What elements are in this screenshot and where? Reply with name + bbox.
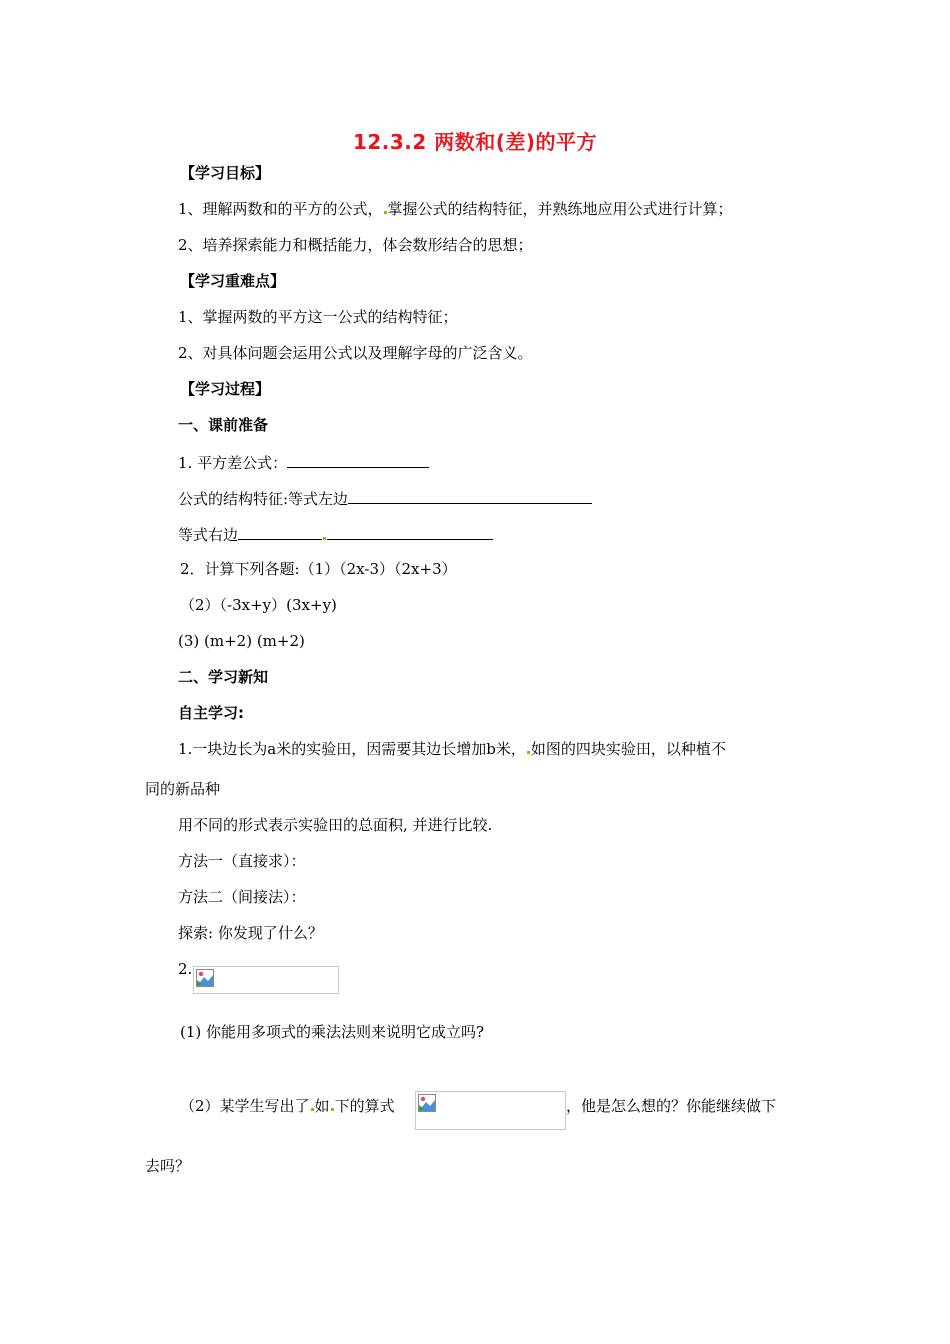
question-1-structure (178, 487, 592, 509)
formula-image-placeholder (193, 966, 339, 994)
process-heading: 【学习过程】 (180, 380, 271, 398)
problem-1-part-a: 1.一块边长为a米的实验田，因需要其边长增加b米， (178, 740, 526, 758)
method-1: 方法一（直接求）： (178, 852, 306, 870)
answer-blank[interactable] (287, 451, 429, 468)
question-1-text: 1. 平方差公式： (178, 454, 288, 472)
method-2: 方法二（间接法）： (178, 888, 306, 906)
question-2-continued: ，他是怎么想的？你能继续做下 (566, 1097, 777, 1115)
problem-1-line-3: 用不同的形式表示实验田的总面积, 并进行比较. (178, 816, 493, 834)
problem-1-part-b: 如图的四块实验田，以种植不 (530, 740, 726, 758)
question-1 (178, 451, 429, 473)
edit-mark (384, 211, 387, 214)
question-2-item-3: (3) (m+2) (m+2) (178, 632, 305, 650)
question-2-end: 去吗？ (145, 1157, 191, 1175)
explore: 探索: 你发现了什么？ (178, 924, 323, 942)
part-2-heading: 二、学习新知 (178, 668, 269, 686)
structure-text: 公式的结构特征:等式左边 (178, 490, 349, 508)
goals-heading: 【学习目标】 (180, 164, 271, 182)
broken-image-icon (196, 969, 214, 987)
goal-1 (178, 199, 733, 219)
problem-1-line-2: 同的新品种 (145, 780, 221, 798)
goal-2: 2、培养探索能力和概括能力，体会数形结合的思想； (178, 236, 533, 254)
right-side-text: 等式右边 (178, 526, 239, 544)
problem-2-question-2 (180, 1096, 395, 1116)
self-study-heading: 自主学习: (178, 704, 244, 722)
edit-mark (331, 1108, 334, 1111)
goal-1-part-b: 掌握公式的结构特征，并熟练地应用公式进行计算； (387, 200, 733, 218)
key-point-2: 2、对具体问题会运用公式以及理解字母的广泛含义。 (178, 344, 533, 362)
question-2-part-c: 下的算式 (334, 1097, 395, 1115)
problem-2-label: 2. (178, 960, 193, 978)
question-2-part-a: （2）某学生写出了 (180, 1097, 310, 1115)
problem-1-line-1 (178, 739, 726, 759)
problem-2-question-1: (1) 你能用多项式的乘法法则来说明它成立吗? (180, 1023, 485, 1041)
answer-blank-right-a[interactable] (238, 523, 322, 540)
formula-image-placeholder-2 (415, 1091, 566, 1130)
goal-1-part-a: 1、理解两数和的平方的公式， (178, 200, 383, 218)
page-title: 12.3.2 两数和(差)的平方 (352, 130, 598, 154)
question-2: 2．计算下列各题:（1）（2x-3）（2x+3） (180, 560, 457, 578)
answer-blank-right-b[interactable] (327, 523, 493, 540)
answer-blank-left[interactable] (348, 487, 592, 504)
question-2-part-b: 如 (314, 1097, 330, 1115)
edit-mark (527, 751, 530, 754)
broken-image-icon (418, 1094, 436, 1112)
question-2-item-2: （2）（-3x+y）(3x+y) (180, 596, 337, 614)
question-1-right (178, 523, 493, 545)
key-point-1: 1、掌握两数的平方这一公式的结构特征； (178, 308, 458, 326)
edit-mark (311, 1108, 314, 1111)
key-points-heading: 【学习重难点】 (180, 272, 286, 290)
edit-mark (323, 537, 326, 540)
part-1-heading: 一、课前准备 (178, 416, 269, 434)
